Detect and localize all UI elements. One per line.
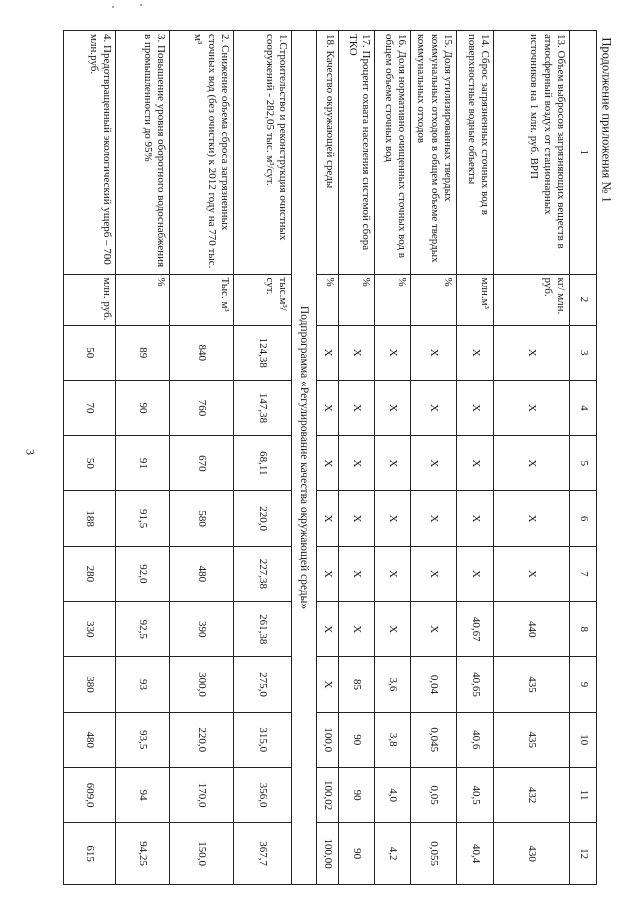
row-unit: Тыс. м³: [170, 274, 234, 325]
column-number: 10: [570, 712, 597, 767]
column-number: 5: [570, 436, 597, 491]
cell-value: 90: [116, 380, 170, 435]
column-number: 7: [570, 546, 597, 601]
cell-value: Х: [411, 602, 457, 657]
cell-value: 90: [339, 767, 375, 822]
row-label: 1.Строительство и реконструкция очистных сооружений - 282,05 тыс. м³/сут.: [234, 31, 292, 275]
row-label: 17. Процент охвата населения системой сбора ТКО: [339, 31, 375, 275]
cell-value: Х: [317, 657, 339, 712]
table-row: [411, 31, 457, 885]
cell-value: Х: [339, 546, 375, 601]
cell-value: 300,0: [170, 657, 234, 712]
cell-value: 0,05: [411, 767, 457, 822]
cell-value: 275,0: [234, 657, 292, 712]
cell-value: 40,65: [457, 657, 494, 712]
table-row: [317, 31, 339, 885]
column-number: 6: [570, 491, 597, 546]
cell-value: 92,5: [116, 602, 170, 657]
row-unit: кг/ млн. руб.: [494, 274, 570, 325]
cell-value: Х: [339, 602, 375, 657]
cell-value: Х: [317, 491, 339, 546]
cell-value: Х: [375, 380, 411, 435]
cell-value: 68,11: [234, 436, 292, 491]
subprogram-row: [292, 31, 317, 885]
cell-value: Х: [317, 546, 339, 601]
column-number: 8: [570, 602, 597, 657]
cell-value: 93: [116, 657, 170, 712]
cell-value: 280: [64, 546, 116, 601]
cell-value: 50: [64, 325, 116, 380]
cell-value: 100,00: [317, 823, 339, 885]
row-unit: %: [317, 274, 339, 325]
table-row: [457, 31, 494, 885]
cell-value: Х: [317, 325, 339, 380]
cell-value: 94,25: [116, 823, 170, 885]
column-number: 3: [570, 325, 597, 380]
cell-value: 435: [494, 712, 570, 767]
cell-value: Х: [339, 380, 375, 435]
cell-value: 92,0: [116, 546, 170, 601]
cell-value: 760: [170, 380, 234, 435]
column-number: 2: [570, 274, 597, 325]
cell-value: Х: [317, 380, 339, 435]
row-unit: %: [375, 274, 411, 325]
cell-value: 315,0: [234, 712, 292, 767]
table-row: [339, 31, 375, 885]
cell-value: 170,0: [170, 767, 234, 822]
cell-value: Х: [411, 491, 457, 546]
row-label: 16. Доля нормативно очищенных сточных вод в общем объеме сточных вод: [375, 31, 411, 275]
cell-value: 94: [116, 767, 170, 822]
cell-value: Х: [494, 491, 570, 546]
cell-value: Х: [457, 491, 494, 546]
rotated-table-wrapper: [57, 30, 597, 885]
cell-value: 3,8: [375, 712, 411, 767]
cell-value: 50: [64, 436, 116, 491]
cell-value: Х: [411, 380, 457, 435]
cell-value: Х: [494, 380, 570, 435]
cell-value: Х: [339, 325, 375, 380]
cell-value: Х: [457, 436, 494, 491]
cell-value: 4,2: [375, 823, 411, 885]
row-label: 4. Предотвращенный экологический ущерб – 700 млн.руб.: [64, 31, 116, 275]
cell-value: 91: [116, 436, 170, 491]
cell-value: 147,38: [234, 380, 292, 435]
cell-value: Х: [375, 491, 411, 546]
cell-value: 40,5: [457, 767, 494, 822]
cell-value: Х: [375, 602, 411, 657]
row-unit: %: [411, 274, 457, 325]
cell-value: Х: [375, 325, 411, 380]
column-number: 9: [570, 657, 597, 712]
cell-value: Х: [411, 436, 457, 491]
cell-value: 40,67: [457, 602, 494, 657]
subprogram-title: Подпрограмма «Регулирование качества окружающей среды»: [292, 31, 317, 885]
row-unit: тыс.м³/ сут.: [234, 274, 292, 325]
cell-value: Х: [339, 436, 375, 491]
page-number: 3: [23, 449, 38, 455]
cell-value: Х: [375, 546, 411, 601]
cell-value: 91,5: [116, 491, 170, 546]
row-label: 2. Снижение объема сброса загрязненных сточных вод (без очистки) к 2012 году на 770 тыс. м³: [170, 31, 234, 275]
row-unit: %: [116, 274, 170, 325]
cell-value: 100,0: [317, 712, 339, 767]
cell-value: Х: [494, 325, 570, 380]
cell-value: 480: [170, 546, 234, 601]
cell-value: Х: [457, 546, 494, 601]
cell-value: Х: [457, 325, 494, 380]
cell-value: 356,0: [234, 767, 292, 822]
cell-value: 150,0: [170, 823, 234, 885]
cell-value: 90: [339, 823, 375, 885]
cell-value: 367,7: [234, 823, 292, 885]
cell-value: 480: [64, 712, 116, 767]
cell-value: 188: [64, 491, 116, 546]
cell-value: 430: [494, 823, 570, 885]
cell-value: 432: [494, 767, 570, 822]
cell-value: 40,6: [457, 712, 494, 767]
column-number-row: [570, 31, 597, 885]
cell-value: 93,5: [116, 712, 170, 767]
cell-value: 4,0: [375, 767, 411, 822]
cell-value: Х: [317, 602, 339, 657]
cell-value: Х: [317, 436, 339, 491]
scan-speck: [112, 6, 114, 8]
cell-value: 380: [64, 657, 116, 712]
cell-value: 124,38: [234, 325, 292, 380]
row-label: 15. Доля утилизированных твердых коммунальных отходов в общем объеме твердых коммунальных отходов: [411, 31, 457, 275]
cell-value: Х: [457, 380, 494, 435]
cell-value: 89: [116, 325, 170, 380]
table-row: [234, 31, 292, 885]
cell-value: 220,0: [170, 712, 234, 767]
cell-value: 435: [494, 657, 570, 712]
cell-value: 85: [339, 657, 375, 712]
cell-value: 0,04: [411, 657, 457, 712]
cell-value: Х: [494, 546, 570, 601]
cell-value: Х: [411, 325, 457, 380]
cell-value: 440: [494, 602, 570, 657]
row-unit: млн.м³: [457, 274, 494, 325]
cell-value: 40,4: [457, 823, 494, 885]
cell-value: 670: [170, 436, 234, 491]
annex-caption: Продолжение приложения № 1: [599, 37, 614, 203]
cell-value: 330: [64, 602, 116, 657]
table-row: [170, 31, 234, 885]
table-row: [494, 31, 570, 885]
cell-value: 70: [64, 380, 116, 435]
cell-value: 840: [170, 325, 234, 380]
row-label: 18. Качество окружающей среды: [317, 31, 339, 275]
cell-value: 90: [339, 712, 375, 767]
row-label: 3. Повышение уровня оборотного водоснабжения в промышленности до 95%: [116, 31, 170, 275]
cell-value: 0,045: [411, 712, 457, 767]
column-number: 4: [570, 380, 597, 435]
cell-value: 390: [170, 602, 234, 657]
cell-value: Х: [494, 436, 570, 491]
row-label: 13. Объем выбросов загрязняющих веществ в атмосферный воздух от стационарных источников на 1 млн. руб. ВРП: [494, 31, 570, 275]
cell-value: Х: [339, 491, 375, 546]
row-label: 14. Сброс загрязненных сточных вод в поверхностные водные объекты: [457, 31, 494, 275]
indicators-table: [63, 30, 597, 885]
cell-value: Х: [411, 546, 457, 601]
cell-value: 0,055: [411, 823, 457, 885]
table-row: [116, 31, 170, 885]
table-row: [64, 31, 116, 885]
column-number: 11: [570, 767, 597, 822]
cell-value: 615: [64, 823, 116, 885]
cell-value: 580: [170, 491, 234, 546]
cell-value: 609,0: [64, 767, 116, 822]
cell-value: 3,6: [375, 657, 411, 712]
column-number: 12: [570, 823, 597, 885]
row-unit: млн. руб.: [64, 274, 116, 325]
cell-value: Х: [375, 436, 411, 491]
cell-value: 261,38: [234, 602, 292, 657]
cell-value: 227,38: [234, 546, 292, 601]
row-unit: %: [339, 274, 375, 325]
table-row: [375, 31, 411, 885]
column-number: 1: [570, 31, 597, 275]
scan-speck: [140, 4, 142, 6]
cell-value: 100,02: [317, 767, 339, 822]
cell-value: 220,0: [234, 491, 292, 546]
